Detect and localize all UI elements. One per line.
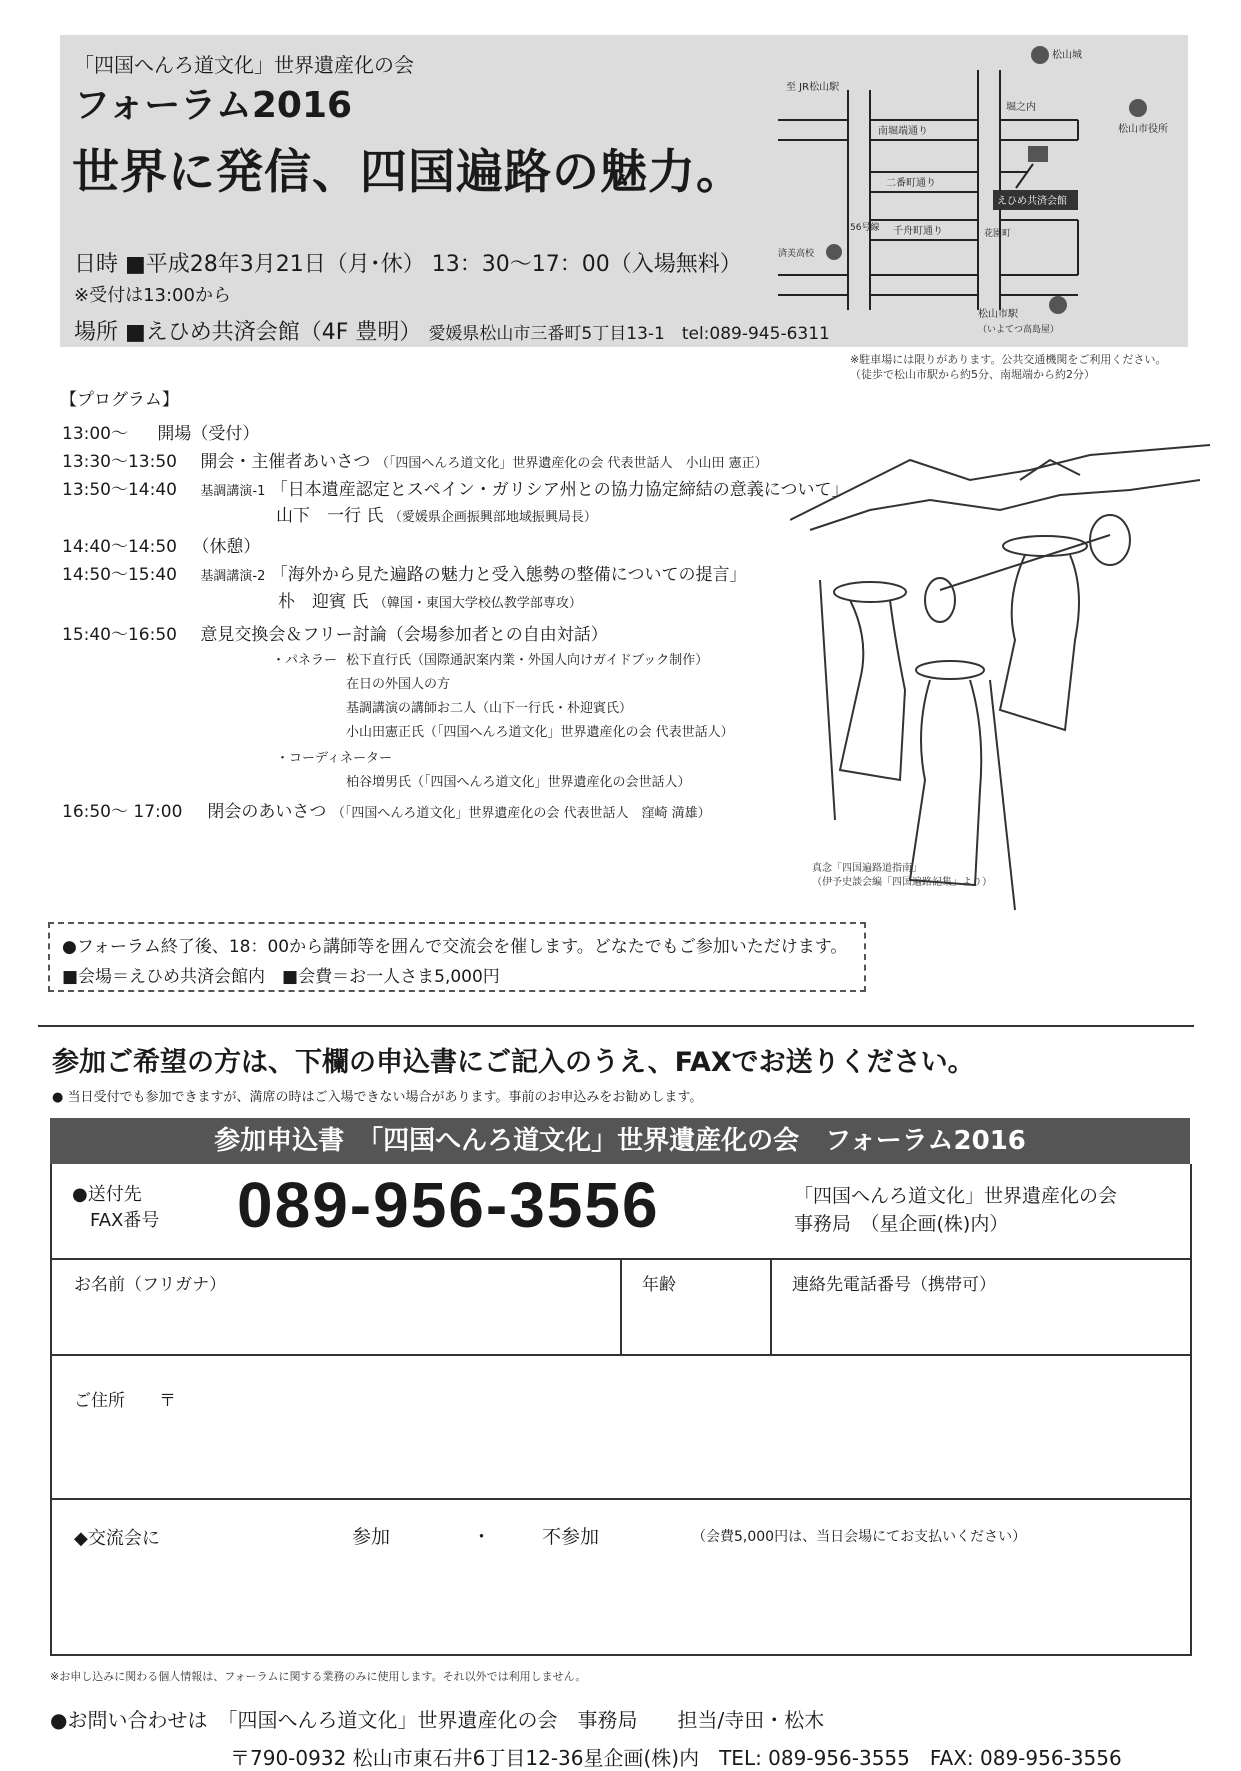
fee-note: （会費5,000円は、当日会場にてお支払いください） [692,1529,1027,1545]
forum-title: フォーラム2016 [74,85,353,126]
coordinator: 柏谷増男氏（「四国へんろ道文化」世界遺産化の会世話人） [346,775,691,790]
parking-note [850,352,1166,382]
program-speaker: 朴 迎賓 氏 （韓国・東国大学校仏教学部専攻） [278,592,582,612]
event-date: 日時 ■平成28年3月21日（月･休） 13：30～17：00（入場無料） [74,252,742,277]
age-input[interactable] [622,1292,770,1354]
map-label-saibi: 済美高校 [778,249,815,259]
option-separator: ・ [472,1526,492,1548]
panel-label: ・パネラー [272,653,338,668]
map-label-hanazono: 花園町 [984,229,1012,239]
panelist: 在日の外国人の方 [346,677,451,692]
program-heading: 【プログラム】 [60,390,179,410]
form-rule [52,1354,1190,1356]
contact-line: ●お問い合わせは 「四国へんろ道文化」世界遺産化の会 事務局 担当/寺田・松木 [50,1708,825,1732]
divider [38,1025,1194,1027]
program-row: 13:50～14:40 基調講演-1 「日本遺産認定とスペイン・ガリシア州との協力協定締結の意義について」 [62,480,849,500]
phone-field-label: 連絡先電話番号（携帯可） [792,1275,996,1295]
venue [74,315,830,346]
venue-marker [1028,146,1048,162]
school-marker [826,244,842,260]
coordinator-label: ・コーディネーター [276,751,392,766]
form-title: 参加申込書 「四国へんろ道文化」世界遺産化の会 フォーラム2016 [50,1118,1190,1164]
notice-line1: ●フォーラム終了後、18：00から講師等を囲んで交流会を催します。どなたでもご参加いただけます。 [62,937,848,957]
caption-line2: （伊予史談会編「四国遍路記集」より） [812,877,992,888]
fax-label: ●送付先 FAX番号 [72,1184,160,1231]
panelist: 松下直行氏（国際通訳案内業・外国人向けガイドブック制作） [346,653,709,668]
fax-recipient: 「四国へんろ道文化」世界遺産化の会 事務局 （星企画(株)内） [794,1185,1118,1235]
notice-line2: ■会場＝えひめ共済会館内 ■会費＝お一人さま5,000円 [62,967,500,987]
program-row: 14:40～14:50 （休憩） [62,537,261,557]
program-row: 16:50～ 17:00 閉会のあいさつ （「四国へんろ道文化」世界遺産化の会 代表世話人 窪崎 満雄） [62,802,711,822]
map-label-castle: 松山城 [1052,50,1082,61]
venue-address: 愛媛県松山市三番町5丁目13-1 tel:089-945-6311 [428,324,830,344]
parking-note-line2: （徒歩で松山市駅から約5分、南堀端から約2分） [850,368,1095,381]
program-row: 14:50～15:40 基調講演-2 「海外から見た遍路の魅力と受入態勢の整備についての提言」 [62,565,747,585]
illustration-caption [812,862,992,890]
venue-name: 場所 ■えひめ共済会館（4F 豊明） [74,320,422,345]
organizer-name: 「四国へんろ道文化」世界遺産化の会 [74,53,414,77]
reception-time: ※受付は13:00から [74,285,231,306]
reception-notice [48,922,866,992]
phone-input[interactable] [772,1292,1188,1354]
program-row: 13:00～ 開場（受付） [62,424,260,444]
map-label-horinouchi: 堀之内 [1006,102,1036,113]
age-field-label: 年齢 [642,1275,676,1295]
caption-line1: 真念「四国遍路道指南」 [812,863,922,874]
map-label-route56: 56号線 [850,223,880,233]
city-hall-marker [1129,99,1147,117]
fax-number: 089-956-3556 [237,1169,660,1241]
station-marker [1049,296,1067,314]
map-label-senfunemachi: 千舟町通り [893,226,943,237]
address-field-label: ご住所 〒 [74,1391,176,1411]
apply-subnote: ● 当日受付でも参加できますが、満席の時はご入場できない場合があります。事前のお申込みをお勧めします。 [52,1090,703,1105]
contact-address: 〒790-0932 松山市東石井6丁目12-36星企画(株)内 TEL: 089-956-3555 FAX: 089-956-3556 [230,1746,1122,1770]
not-attend-option[interactable]: 不参加 [542,1526,600,1548]
parking-note-line1: ※駐車場には限りがあります。公共交通機関をご利用ください。 [850,353,1167,366]
party-label: ◆交流会に [74,1528,160,1549]
panelist: 小山田憲正氏（「四国へんろ道文化」世界遺産化の会 代表世話人） [346,725,734,740]
map-label-city-hall: 松山市役所 [1118,124,1168,135]
address-input[interactable] [52,1414,1188,1496]
program-speaker: 山下 一行 氏 （愛媛県企画振興部地域振興局長） [276,506,597,526]
apply-heading: 参加ご希望の方は、下欄の申込書にご記入のうえ、FAXでお送りください。 [52,1047,975,1078]
form-rule [52,1498,1190,1500]
map-label-minamihoribata: 南堀端通り [878,126,928,137]
program-row: 13:30～13:50 開会・主催者あいさつ （「四国へんろ道文化」世界遺産化の会 代表世話人 小山田 憲正） [62,452,768,472]
attend-option[interactable]: 参加 [352,1526,391,1548]
map-label-city-station: 松山市駅 [978,309,1018,320]
application-form [50,1164,1192,1656]
map-label-jr-station: 至 JR松山駅 [786,82,840,93]
headline: 世界に発信、四国遍路の魅力。 [72,145,744,200]
castle-marker [1031,46,1049,64]
privacy-note: ※お申し込みに関わる個人情報は、フォーラムに関する業務のみに使用します。それ以外では利用しません。 [50,1670,587,1683]
program-row: 15:40～16:50 意見交換会＆フリー討論（会場参加者との自由対話） [62,625,608,645]
access-map [778,40,1184,340]
panelist: 基調講演の講師お二人（山下一行氏・朴迎賓氏） [346,701,633,716]
name-input[interactable] [52,1292,620,1354]
name-field-label: お名前（フリガナ） [74,1275,227,1295]
map-label-nibancho: 二番町通り [886,178,936,189]
map-label-venue: えひめ共済会館 [997,196,1067,207]
map-label-city-station-sub: （いよてつ高島屋） [978,325,1060,335]
